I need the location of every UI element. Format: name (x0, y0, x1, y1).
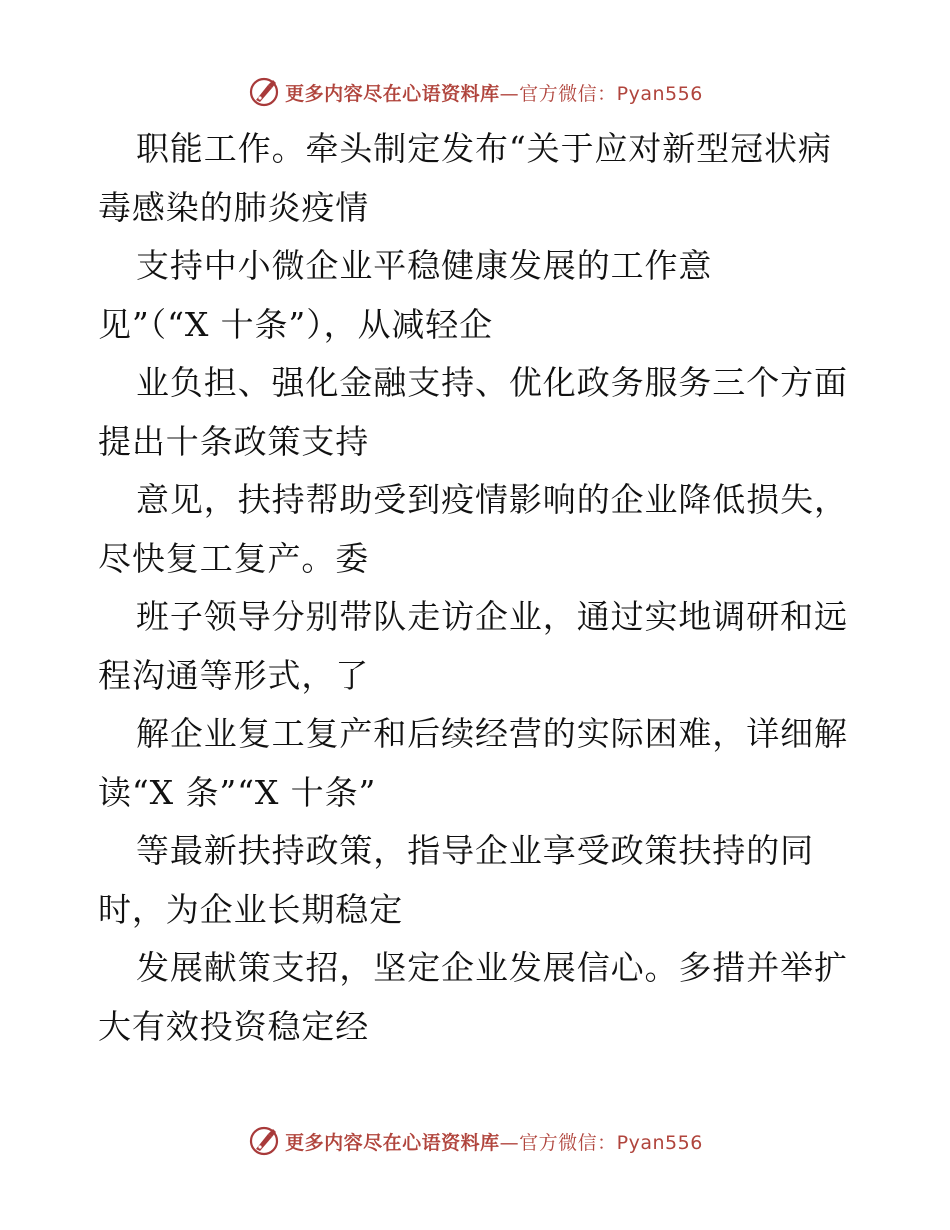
body-line: 等最新扶持政策，指导企业享受政策扶持的同 (136, 831, 814, 870)
pen-nib-logo-icon (247, 1124, 281, 1158)
body-line: 尽快复工复产。委 (98, 538, 370, 578)
body-line: 解企业复工复产和后续经营的实际困难，详细解 (136, 714, 848, 753)
body-line: 提出十条政策支持 (98, 421, 370, 461)
header-banner (0, 72, 950, 112)
body-line: 发展献策支招，坚定企业发展信心。多措并举扩 (136, 948, 848, 987)
body-line: 程沟通等形式，了 (98, 655, 370, 695)
header-banner-text (285, 79, 703, 106)
body-line: 业负担、强化金融支持、优化政务服务三个方面 (136, 363, 848, 402)
body-line: 见”（“X 十条”），从减轻企 (98, 304, 494, 344)
pen-nib-logo-icon (247, 75, 281, 109)
body-line: 时，为企业长期稳定 (98, 889, 404, 929)
body-line: 支持中小微企业平稳健康发展的工作意 (136, 246, 713, 285)
document-body (98, 120, 858, 1056)
header-banner-tail: —官方微信：Pyan556 (499, 82, 703, 105)
footer-banner-tail: —官方微信：Pyan556 (499, 1131, 703, 1154)
body-line: 毒感染的肺炎疫情 (98, 187, 370, 227)
body-line: 班子领导分别带队走访企业，通过实地调研和远 (136, 597, 848, 636)
footer-banner-lead: 更多内容尽在心语资料库 (285, 1131, 500, 1154)
body-line: 意见，扶持帮助受到疫情影响的企业降低损失， (136, 480, 848, 519)
footer-banner (0, 1121, 950, 1161)
body-line: 大有效投资稳定经 (98, 1006, 370, 1046)
body-line: 读“X 条”“X 十条” (98, 772, 377, 812)
header-banner-lead: 更多内容尽在心语资料库 (285, 82, 500, 105)
body-line: 职能工作。牵头制定发布“关于应对新型冠状病 (136, 129, 832, 168)
footer-banner-text (285, 1128, 703, 1155)
